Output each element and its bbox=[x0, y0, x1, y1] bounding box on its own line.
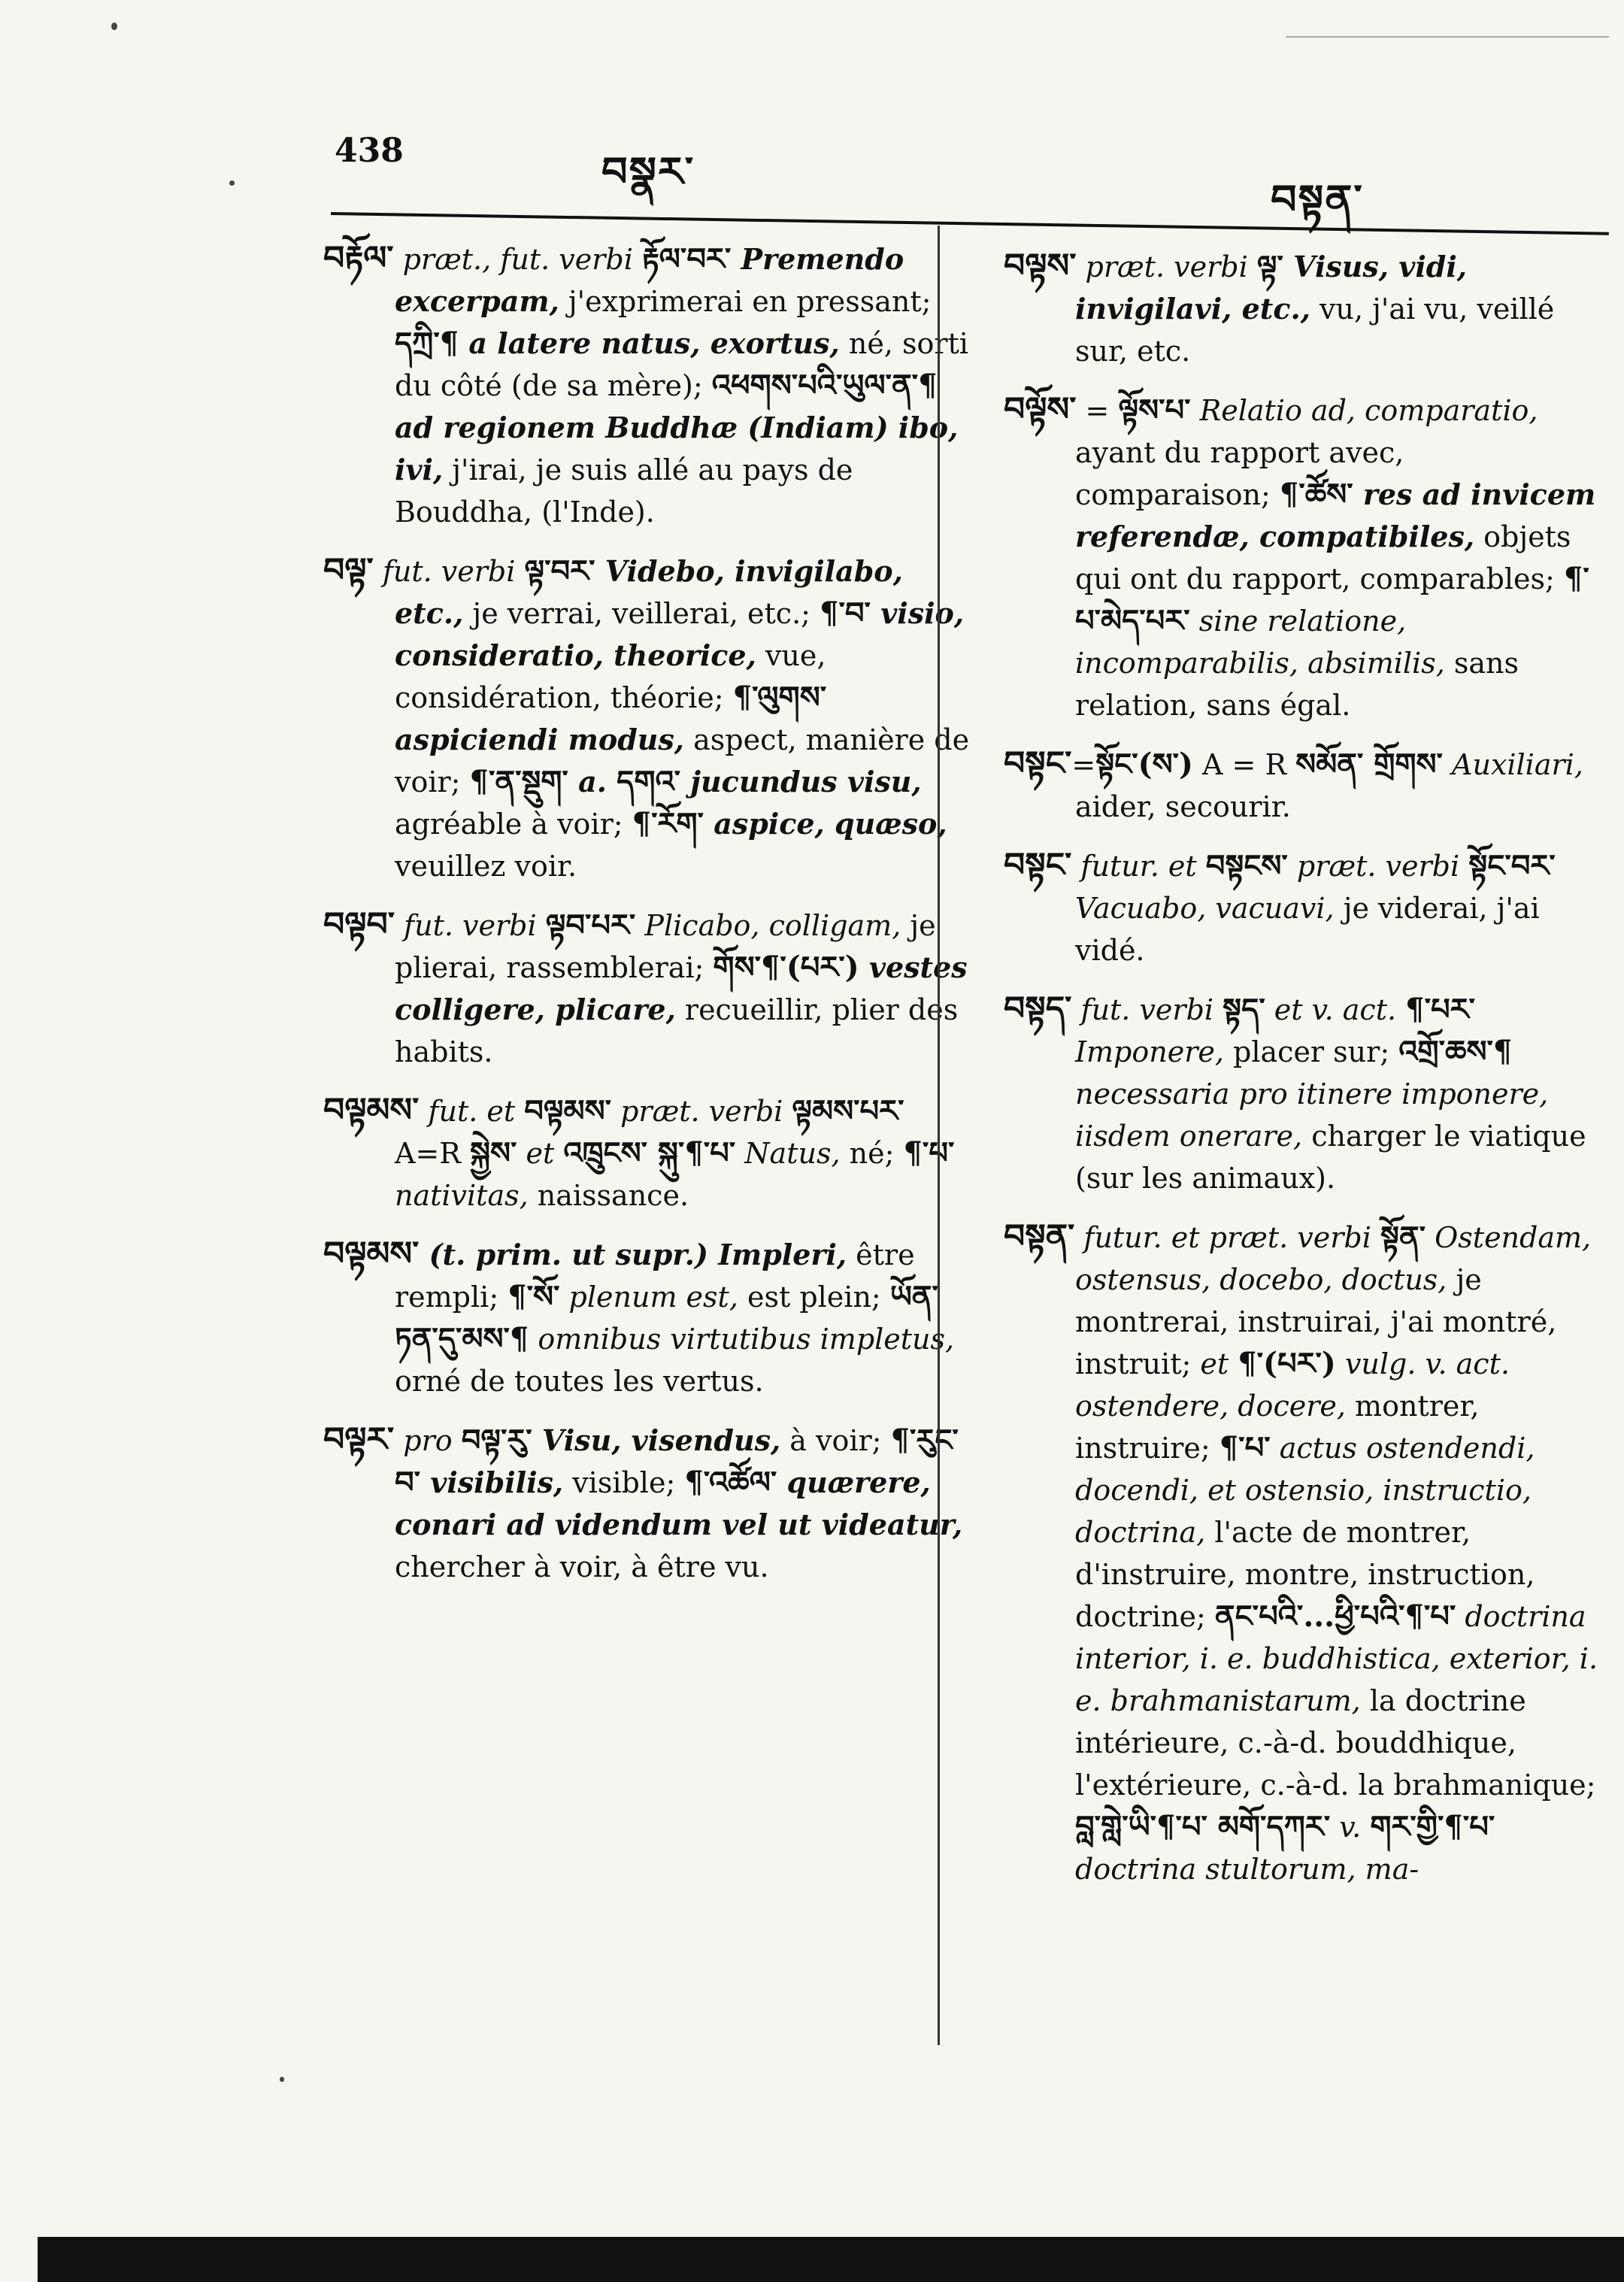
tibetan-text: ¶་འཚོལ་ bbox=[684, 1465, 777, 1500]
tibetan-text: ¶་ལུགས་ bbox=[732, 680, 827, 715]
entry-text: Imponere, bbox=[1075, 1035, 1224, 1068]
entry-text: je verrai, veillerai, etc.; bbox=[463, 597, 820, 630]
tibetan-text: ¶་བ་ bbox=[820, 596, 871, 631]
entry-text: vu, j'ai vu, veillé sur, etc. bbox=[1075, 292, 1555, 368]
dictionary-entry bbox=[323, 904, 970, 1073]
tibetan-text: སྟོང་(ས་) bbox=[1095, 747, 1193, 782]
entry-text: ayant du rapport avec, comparaison; bbox=[1075, 436, 1404, 511]
tibetan-text: ལྟབ་པར་ bbox=[545, 908, 636, 943]
entry-text: præt. verbi bbox=[1287, 850, 1469, 883]
scan-speck bbox=[280, 2077, 284, 2082]
top-edge-rule bbox=[1286, 36, 1609, 38]
tibetan-text: ལྟོས་པ་ bbox=[1118, 392, 1191, 428]
tibetan-text: ཡོན་ཏན་དུ་མས་¶ bbox=[395, 1279, 938, 1356]
tibetan-text: ¶་(པར་) bbox=[1238, 1346, 1336, 1381]
tibetan-text: དགའ་ bbox=[617, 764, 681, 799]
scan-speck bbox=[229, 180, 235, 186]
dictionary-entry bbox=[1004, 245, 1605, 372]
tibetan-text: ¶་ན་སྡུག་ bbox=[469, 764, 568, 799]
entry-headword: བལྟམས་ bbox=[323, 1235, 420, 1273]
entry-text: = bbox=[1076, 394, 1119, 427]
dictionary-entry bbox=[323, 1089, 970, 1217]
entry-text: doctrina stultorum, ma- bbox=[1075, 1853, 1419, 1886]
entry-text: et v. act. bbox=[1265, 993, 1406, 1026]
entry-text: placer sur; bbox=[1223, 1035, 1399, 1068]
entry-text: fut. verbi bbox=[1071, 993, 1223, 1026]
tibetan-text: ལྟ་ bbox=[1256, 249, 1283, 284]
entry-headword: བལྟས་ bbox=[1004, 247, 1077, 285]
entry-text: res ad invicem referendæ, compatibiles, bbox=[1075, 477, 1596, 553]
entry-text: actus ostendendi, docendi, et ostensio, instructio, doctrina, bbox=[1075, 1432, 1535, 1549]
scan-footer-bar bbox=[38, 2237, 1624, 2282]
tibetan-text: གོས་¶་(པར་) bbox=[713, 950, 859, 985]
entry-text: et bbox=[1200, 1347, 1238, 1380]
entry-text: aspice, quæso, bbox=[703, 807, 947, 841]
entry-text: montrer, instruire; bbox=[1075, 1390, 1480, 1465]
entry-text: v. bbox=[1330, 1811, 1371, 1844]
scan-speck bbox=[111, 23, 117, 30]
tibetan-text: སྟོན་ bbox=[1380, 1220, 1426, 1255]
entry-text: Relatio ad, comparatio, bbox=[1190, 394, 1538, 427]
entry-text: pro bbox=[394, 1424, 462, 1457]
tibetan-text: འཕགས་པའི་ཡུལ་ན་¶ bbox=[711, 368, 938, 403]
tibetan-text: ¶་སོ་ bbox=[508, 1279, 560, 1314]
entry-headword: བསྟན་ bbox=[1004, 1217, 1075, 1256]
entry-text: Vacuabo, vacuavi, bbox=[1075, 892, 1335, 925]
entry-text: futur. et bbox=[1071, 850, 1206, 883]
tibetan-text: སྟོང་བར་ bbox=[1468, 848, 1556, 883]
entry-headword: བལྟམས་ bbox=[323, 1091, 420, 1129]
entry-text: præt. verbi bbox=[611, 1095, 792, 1128]
entry-text: et bbox=[517, 1137, 564, 1170]
tibetan-text: སམོན་ གྲོགས་ bbox=[1295, 747, 1443, 782]
entry-text: aspiciendi modus, bbox=[395, 723, 685, 756]
entry-text: agréable à voir; bbox=[395, 808, 632, 841]
entry-text: vulg. v. act. ostendere, docere, bbox=[1075, 1347, 1510, 1423]
entry-text: Plicabo, colligam, bbox=[635, 909, 901, 942]
entry-text: jucundus visu, bbox=[680, 765, 922, 799]
dictionary-entry bbox=[1004, 743, 1605, 828]
entry-text: plenum est, bbox=[559, 1280, 738, 1314]
tibetan-text: འཁྲུངས་ སྐུ་¶་པ་ bbox=[563, 1135, 736, 1171]
entry-headword: བསྟད་ bbox=[1004, 989, 1072, 1028]
entry-text: (t. prim. ut supr.) Impleri, bbox=[419, 1238, 847, 1271]
entry-text: j'exprimerai en pressant; bbox=[559, 285, 932, 318]
tibetan-text: སྐྱེས་ bbox=[469, 1135, 517, 1171]
tibetan-text: ¶་རུང་བ་ bbox=[395, 1423, 959, 1500]
entry-text: je viderai, j'ai vidé. bbox=[1075, 892, 1540, 967]
tibetan-text: ¶་པར་ bbox=[1405, 992, 1475, 1027]
tibetan-text: ལྟམས་པར་ bbox=[792, 1093, 904, 1129]
tibetan-text: ¶་པ་ bbox=[903, 1135, 955, 1171]
entry-text: vestes colligere, plicare, bbox=[395, 950, 968, 1026]
entry-text: a. bbox=[568, 765, 617, 799]
tibetan-text: བླ་གླེ་ཡི་¶་པ་ མགོ་དཀར་ bbox=[1075, 1809, 1331, 1844]
dictionary-entry bbox=[1004, 988, 1605, 1199]
entry-text: je montrerai, instruirai, j'ai montré, instruit; bbox=[1075, 1263, 1557, 1380]
entry-text: visio, consideratio, theorice, bbox=[395, 596, 965, 672]
tibetan-text: རྟོལ་བར་ bbox=[641, 241, 732, 277]
entry-text: præt., fut. verbi bbox=[393, 243, 642, 276]
entry-headword: བལྟ་ bbox=[323, 551, 374, 589]
entry-text: né, sorti du côté (de sa mère); bbox=[395, 327, 968, 402]
entry-text: recueillir, plier des habits. bbox=[395, 993, 959, 1068]
dictionary-entry bbox=[1004, 1216, 1605, 1890]
entry-text: est plein; bbox=[738, 1280, 890, 1314]
entry-headword: བསྟང་ bbox=[1004, 846, 1072, 884]
entry-text: fut. verbi bbox=[394, 909, 546, 942]
right-column bbox=[1004, 245, 1605, 1907]
tibetan-text: ¶་རོག་ bbox=[632, 806, 704, 841]
tibetan-text: འགྲོ་ཆས་¶ bbox=[1398, 1034, 1513, 1069]
entry-text: Visu, visendus, bbox=[532, 1423, 781, 1457]
tibetan-text: ¶་པ་མེད་པར་ bbox=[1075, 561, 1589, 638]
entry-text: orné de toutes les vertus. bbox=[395, 1365, 764, 1398]
tibetan-text: གར་གྱི་¶་པ་ bbox=[1370, 1809, 1495, 1844]
entry-text: objets qui ont du rapport, comparables; bbox=[1075, 520, 1571, 596]
entry-headword: བལྟར་ bbox=[323, 1420, 395, 1459]
dictionary-entry bbox=[323, 1233, 970, 1402]
entry-text: à voir; bbox=[780, 1424, 891, 1457]
entry-text: l'acte de montrer, d'instruire, montre, instruction, doctrine; bbox=[1075, 1516, 1535, 1633]
entry-text: sine relatione, incomparabilis, absimilis, bbox=[1075, 605, 1445, 680]
entry-text: aspect, manière de voir; bbox=[395, 723, 970, 799]
page-number: 438 bbox=[335, 132, 404, 170]
tibetan-text: ལྟ་བར་ bbox=[524, 553, 595, 589]
dictionary-entry bbox=[1004, 844, 1605, 971]
dictionary-entry bbox=[1004, 389, 1605, 726]
entry-text: charger le viatique (sur les animaux). bbox=[1075, 1120, 1586, 1195]
entry-text: chercher à voir, à être vu. bbox=[395, 1550, 769, 1583]
tibetan-text: ¶་པ་ bbox=[1219, 1430, 1271, 1465]
entry-text: aider, secourir. bbox=[1075, 790, 1291, 823]
dictionary-entry bbox=[323, 1419, 970, 1588]
tibetan-text: བསྟངས་ bbox=[1205, 848, 1288, 883]
entry-text: Natus, bbox=[735, 1137, 841, 1170]
entry-text: j'irai, je suis allé au pays de Bouddha, (l'Inde). bbox=[395, 453, 853, 529]
entry-text: A=R bbox=[395, 1137, 470, 1170]
header-rule bbox=[331, 212, 1609, 235]
entry-text: Visus, vidi, invigilavi, etc., bbox=[1075, 250, 1468, 326]
entry-text: sans relation, sans égal. bbox=[1075, 647, 1519, 722]
tibetan-text: བལྟམས་ bbox=[524, 1093, 611, 1129]
tibetan-text: ¶་ཚོས་ bbox=[1279, 477, 1353, 512]
entry-text: A = R bbox=[1192, 748, 1296, 781]
entry-headword: བསྟང་ bbox=[1004, 744, 1072, 783]
entry-headword: བལྟབ་ bbox=[323, 905, 395, 944]
entry-text: visible; bbox=[563, 1466, 685, 1499]
dictionary-entry bbox=[323, 550, 970, 887]
entry-text: Videbo, invigilabo, etc., bbox=[395, 554, 903, 630]
tibetan-text: དཀྲི་¶ bbox=[395, 326, 459, 361]
entry-text: omnibus virtutibus impletus, bbox=[529, 1323, 955, 1356]
entry-text: necessaria pro itinere imponere, iisdem onerare, bbox=[1075, 1077, 1549, 1153]
entry-text: né; bbox=[840, 1137, 904, 1170]
entry-text: fut. et bbox=[419, 1095, 525, 1128]
entry-text: Ostendam, ostensus, docebo, doctus, bbox=[1075, 1221, 1592, 1296]
entry-text: doctrina interior, i. e. buddhistica, exterior, i. e. brahmanistarum, bbox=[1075, 1600, 1598, 1717]
entry-headword: བལྟོས་ bbox=[1004, 390, 1077, 429]
entry-text: naissance. bbox=[528, 1179, 689, 1212]
entry-text: je plierai, rassemblerai; bbox=[395, 909, 936, 984]
tibetan-text: ནང་པའི་...ཕྱི་པའི་¶་པ་ bbox=[1214, 1599, 1456, 1634]
entry-text: Premendo excerpam, bbox=[395, 242, 904, 318]
dictionary-entry bbox=[323, 238, 970, 533]
entry-text: præt. verbi bbox=[1076, 250, 1257, 283]
entry-text: veuillez voir. bbox=[395, 850, 577, 883]
entry-text: vue, considération, théorie; bbox=[395, 639, 826, 714]
running-head-left: བསྣར་ bbox=[601, 147, 695, 195]
column-divider bbox=[938, 226, 940, 2045]
entry-text: futur. et præt. verbi bbox=[1074, 1221, 1380, 1254]
running-head-right: བསྟན་ bbox=[1271, 175, 1364, 223]
entry-text: = bbox=[1071, 748, 1096, 781]
entry-text: nativitas, bbox=[395, 1179, 529, 1212]
tibetan-text: སྟད་ bbox=[1223, 992, 1265, 1027]
entry-text: quærere, conari ad videndum vel ut videatur, bbox=[395, 1465, 963, 1541]
entry-headword: བརྟོལ་ bbox=[323, 239, 394, 277]
entry-text: être rempli; bbox=[395, 1238, 915, 1314]
entry-text: fut. verbi bbox=[373, 555, 525, 588]
left-column bbox=[323, 238, 970, 1605]
entry-text: a latere natus, exortus, bbox=[459, 326, 840, 360]
entry-text: la doctrine intérieure, c.-à-d. bouddhique, l'extérieure, c.-à-d. la brahmanique; bbox=[1075, 1684, 1596, 1802]
entry-text: ad regionem Buddhæ (Indiam) ibo, ivi, bbox=[395, 411, 959, 486]
entry-text: Auxiliari, bbox=[1442, 748, 1583, 781]
entry-text: visibilis, bbox=[420, 1465, 564, 1499]
tibetan-text: བལྟ་རུ་ bbox=[461, 1423, 532, 1458]
